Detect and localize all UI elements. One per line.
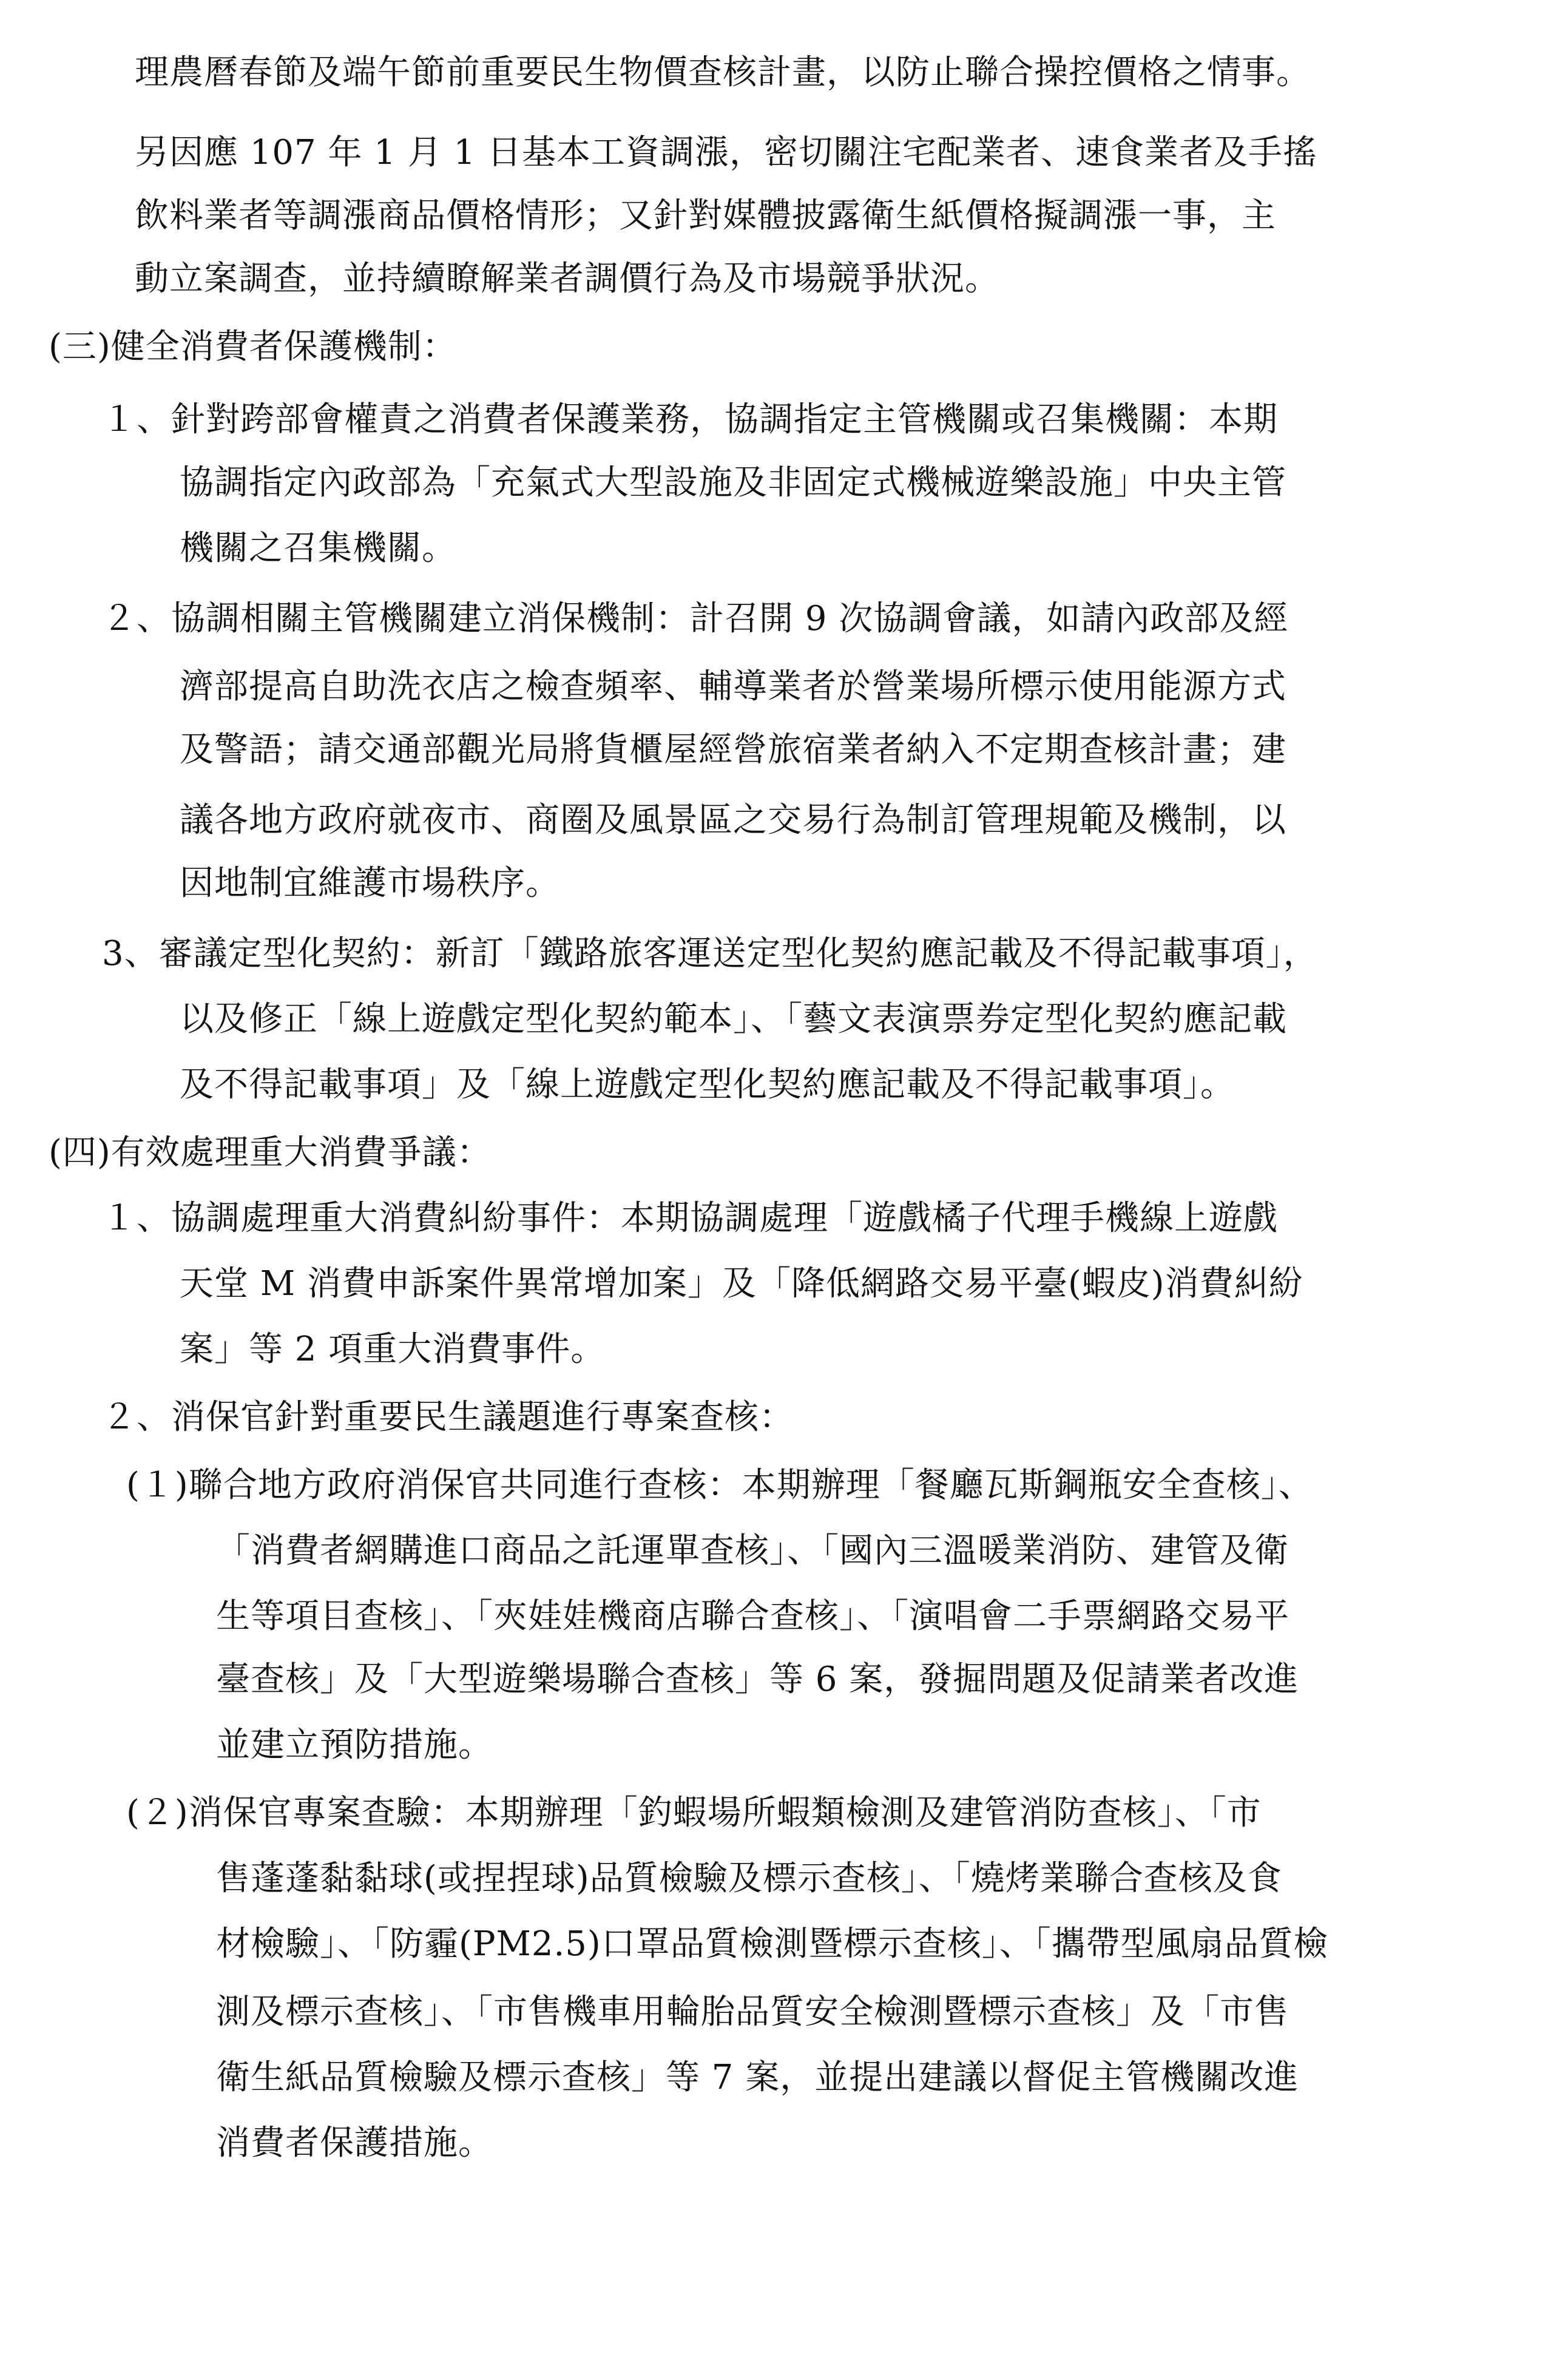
section-3-item-2-line-3: 及警語；請交通部觀光局將貨櫃屋經營旅宿業者納入不定期查核計畫；建 xyxy=(180,730,1286,769)
section-4-sub-2-line-5: 衛生紙品質檢驗及標示查核」等 7 案，並提出建議以督促主管機關改進 xyxy=(216,2058,1299,2097)
section-3-item-1-line-2: 協調指定內政部為「充氣式大型設施及非固定式機械遊樂設施」中央主管 xyxy=(180,463,1286,502)
section-4-sub-1-line-1: (１)聯合地方政府消保官共同進行查核：本期辦理「餐廳瓦斯鋼瓶安全查核」、 xyxy=(126,1466,1313,1505)
section-3-item-3-line-2: 以及修正「線上遊戲定型化契約範本」、「藝文表演票券定型化契約應記載 xyxy=(180,999,1287,1039)
section-4-sub-1-line-3: 生等項目查核」、「夾娃娃機商店聯合查核」、「演唱會二手票網路交易平 xyxy=(216,1597,1289,1636)
section-4-sub-1-line-2: 「消費者網購進口商品之託運單查核」、「國內三溫暖業消防、建管及衛 xyxy=(216,1531,1289,1571)
section-3-item-2-line-4: 議各地方政府就夜市、商圈及風景區之交易行為制訂管理規範及機制，以 xyxy=(180,800,1286,840)
section-3-item-3-line-1: 3、審議定型化契約：新訂「鐵路旅客運送定型化契約應記載及不得記載事項」， xyxy=(102,934,1318,973)
section-3-heading: (三)健全消費者保護機制： xyxy=(49,327,457,367)
section-3-item-3-line-3: 及不得記載事項」及「線上遊戲定型化契約應記載及不得記載事項」。 xyxy=(180,1065,1235,1104)
section-4-sub-2-line-4: 測及標示查核」、「市售機車用輪胎品質安全檢測暨標示查核」及「市售 xyxy=(216,1992,1289,2032)
section-4-heading: (四)有效處理重大消費爭議： xyxy=(49,1133,492,1172)
intro-line-3: 飲料業者等調漲商品價格情形；又針對媒體披露衛生紙價格擬調漲一事，主 xyxy=(135,196,1276,235)
section-3-item-2-line-2: 濟部提高自助洗衣店之檢查頻率、輔導業者於營業場所標示使用能源方式 xyxy=(180,667,1286,706)
intro-line-4: 動立案調查，並持續瞭解業者調價行為及市場競爭狀況。 xyxy=(135,259,999,299)
section-3-item-1-line-1: １、針對跨部會權責之消費者保護業務，協調指定主管機關或召集機關：本期 xyxy=(102,400,1278,439)
intro-line-2: 另因應 107 年 1 月 1 日基本工資調漲，密切關注宅配業者、速食業者及手搖 xyxy=(135,133,1317,172)
section-4-item-1-line-2: 天堂 M 消費申訴案件異常增加案」及「降低網路交易平臺(蝦皮)消費糾紛 xyxy=(180,1264,1303,1303)
section-3-item-1-line-3: 機關之召集機關。 xyxy=(180,529,456,568)
section-4-sub-2-line-6: 消費者保護措施。 xyxy=(216,2123,493,2163)
section-4-item-2-heading: ２、消保官針對重要民生議題進行專案查核： xyxy=(102,1398,794,1437)
section-4-item-1-line-1: １、協調處理重大消費糾紛事件：本期協調處理「遊戲橘子代理手機線上遊戲 xyxy=(102,1199,1278,1238)
section-4-sub-1-line-5: 並建立預防措施。 xyxy=(216,1725,493,1765)
section-4-sub-2-line-3: 材檢驗」、「防霾(PM2.5)口罩品質檢測暨標示查核」、「攜帶型風扇品質檢 xyxy=(216,1924,1328,1964)
section-4-sub-2-line-1: (２)消保官專案查驗：本期辦理「釣蝦場所蝦類檢測及建管消防查核」、「市 xyxy=(126,1793,1262,1833)
section-3-item-2-line-1: ２、協調相關主管機關建立消保機制：計召開 9 次協調會議，如請內政部及經 xyxy=(102,599,1289,638)
intro-line-1: 理農曆春節及端午節前重要民生物價查核計畫，以防止聯合操控價格之情事。 xyxy=(135,53,1311,92)
section-4-item-1-line-3: 案」等 2 項重大消費事件。 xyxy=(180,1330,606,1369)
section-3-item-2-line-5: 因地制宜維護市場秩序。 xyxy=(180,864,560,903)
section-4-sub-1-line-4: 臺查核」及「大型遊樂場聯合查核」等 6 案，發掘問題及促請業者改進 xyxy=(216,1660,1299,1699)
section-4-sub-2-line-2: 售蓬蓬黏黏球(或捏捏球)品質檢驗及標示查核」、「燒烤業聯合查核及食 xyxy=(216,1859,1282,1898)
